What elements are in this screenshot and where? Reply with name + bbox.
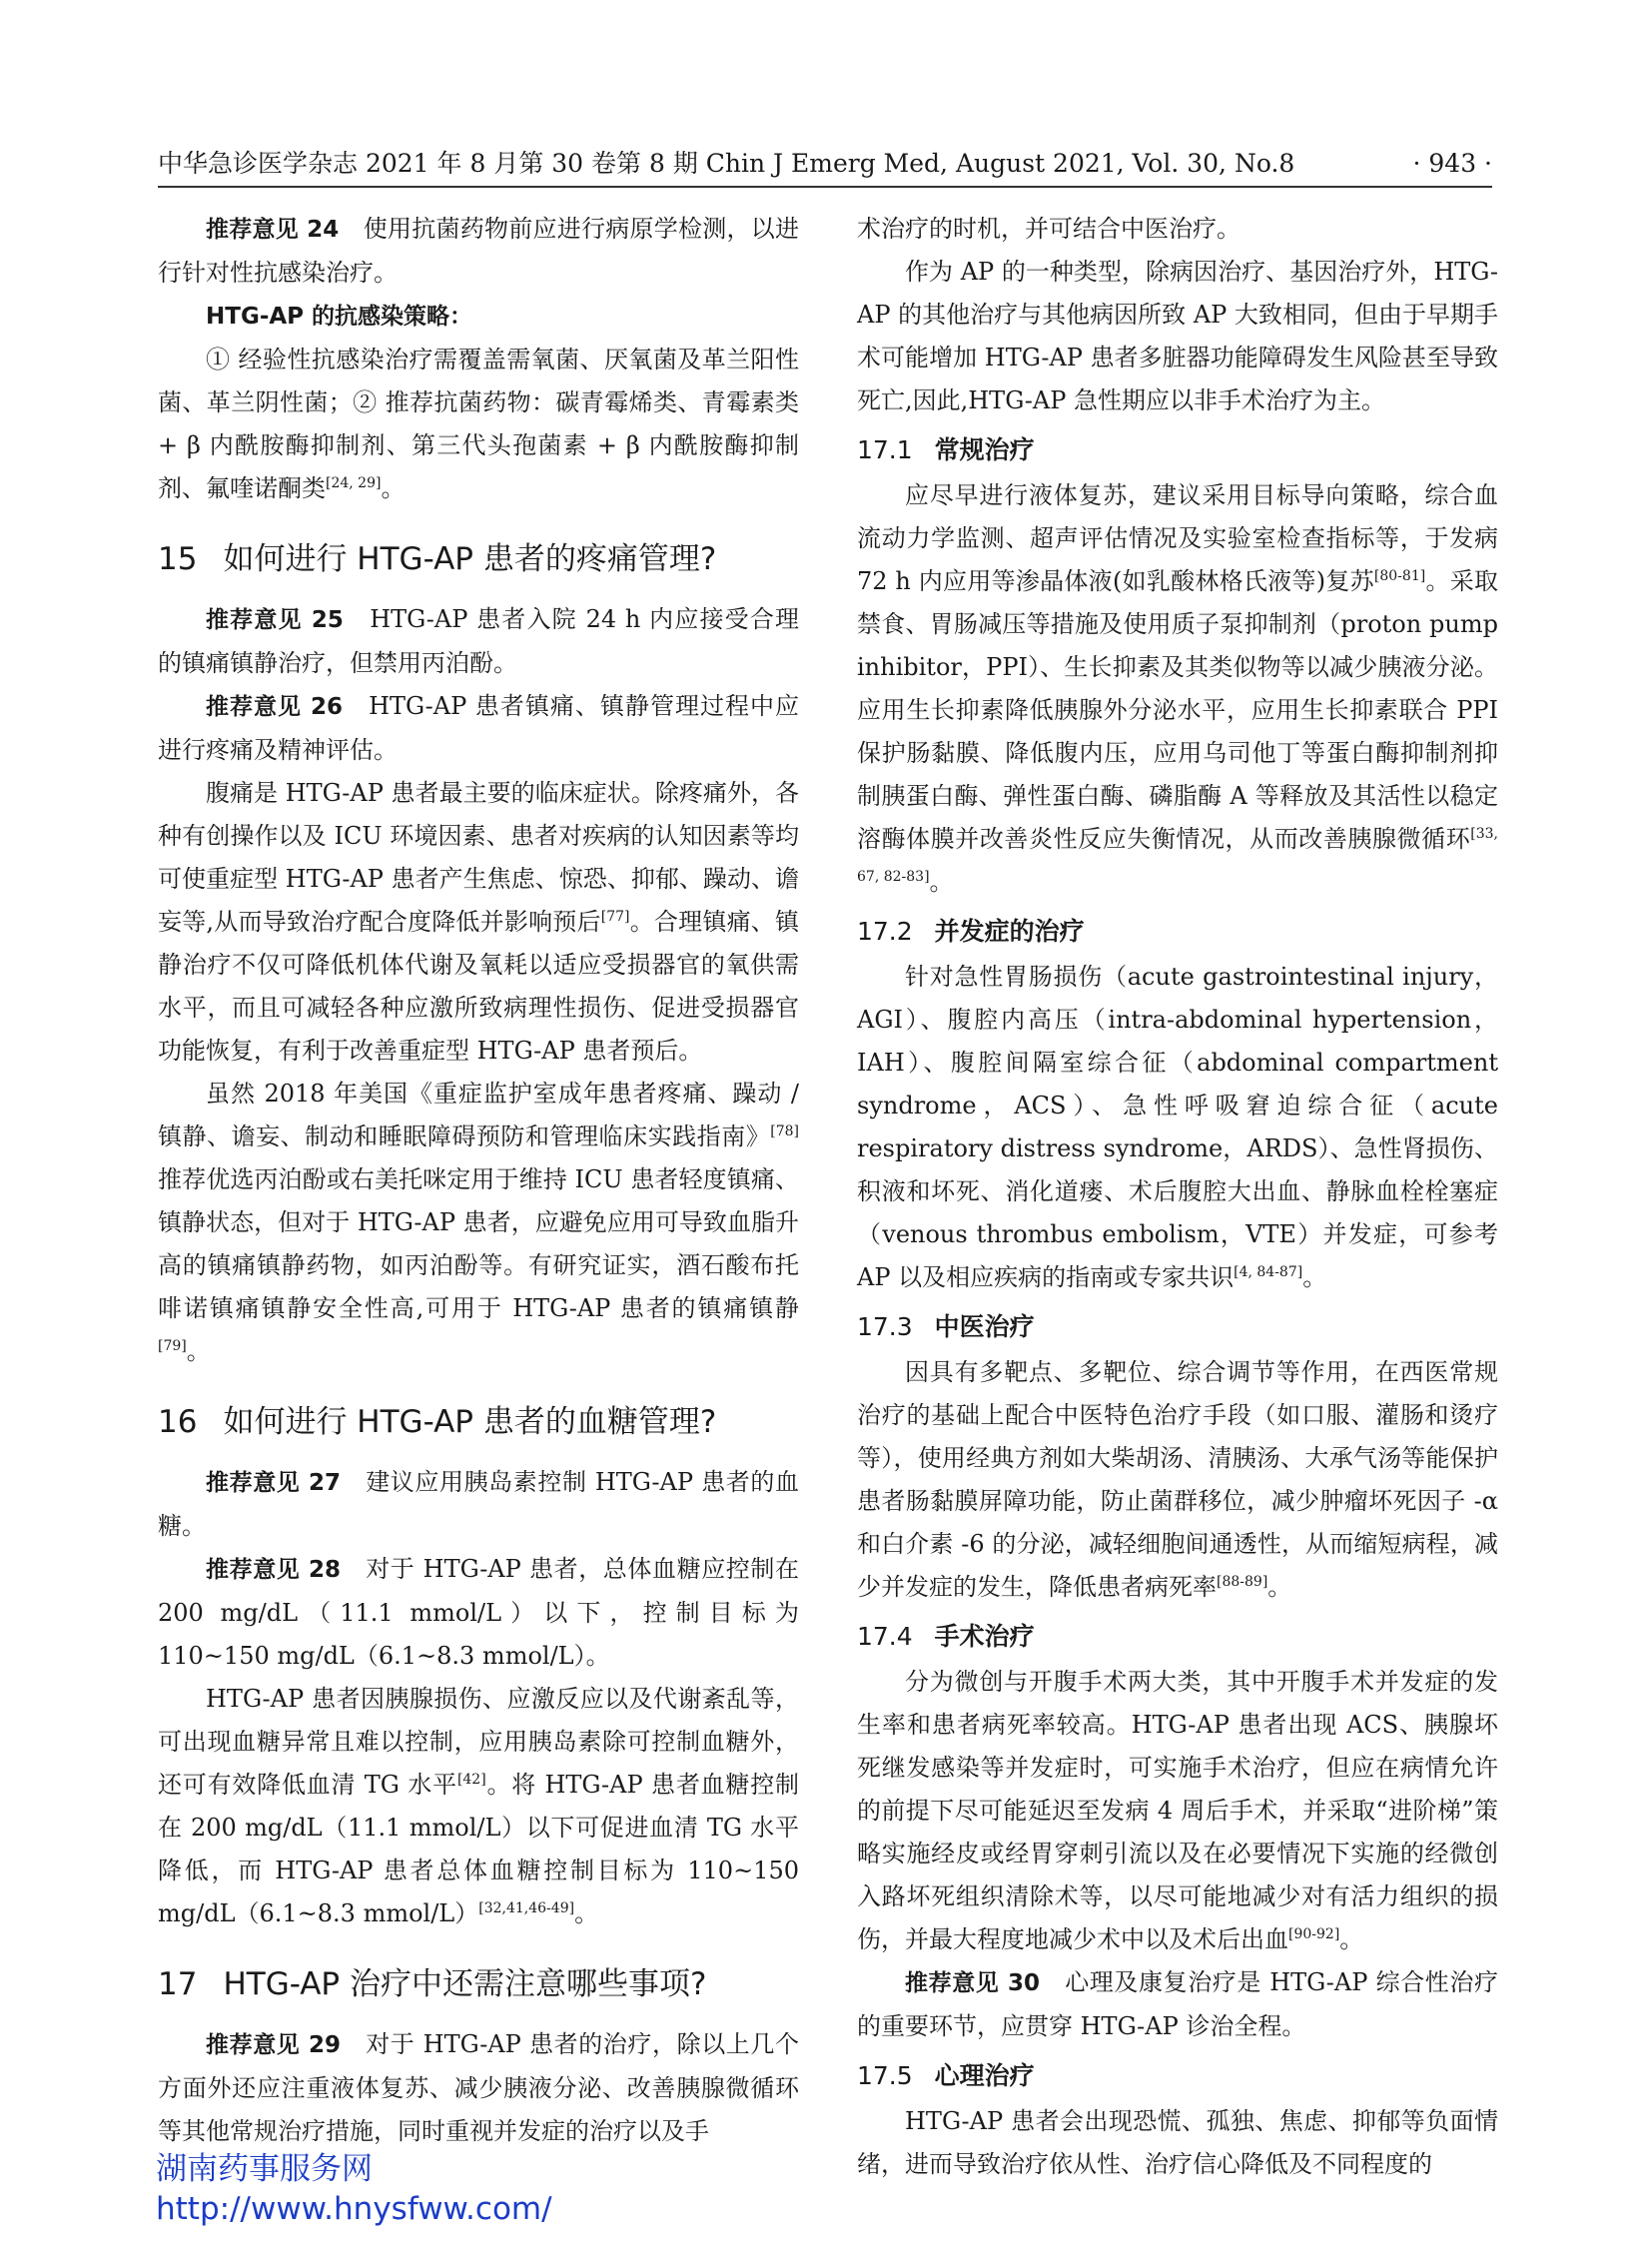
citation: [88-89] [1217, 1574, 1268, 1590]
recommendation-label: 推荐意见 28 [206, 1557, 342, 1583]
citation: [78] [770, 1123, 799, 1139]
section-heading-17: 17 HTG-AP 治疗中还需注意哪些事项? [158, 1966, 707, 2002]
citation: [24, 29] [326, 475, 382, 491]
recommendation-label: 推荐意见 26 [206, 694, 344, 720]
citation: [32,41,46-49] [478, 1900, 575, 1916]
subsection-heading-17-5: 17.5 心理治疗 [857, 2061, 1035, 2090]
paragraph: HTG-AP 患者因胰腺损伤、应激反应以及代谢紊乱等，可出现血糖异常且难以控制，应用胰岛素除可控制血糖外，还可有效降低血清 TG 水平[42]。将 HTG-AP 患者血糖控制在 200 mg/dL（11.1 mmol/L）以下可促进血清 TG 水平降低，而 HTG-AP 患者总体血糖控制目标为 110~150 mg/dL（6.1~8.3 mmol/L）[32,41,46-49]。 [158, 1685, 800, 1927]
recommendation-label: 推荐意见 27 [206, 1470, 342, 1496]
paragraph: 腹痛是 HTG-AP 患者最主要的临床症状。除疼痛外，各种有创操作以及 ICU 环境因素、患者对疾病的认知因素等均可使重症型 HTG-AP 患者产生焦虑、惊恐、抑郁、躁动、谵妄等,从而导致治疗配合度降低并影响预后[77]。合理镇痛、镇静治疗不仅可降低机体代谢及氧耗以适应受损器官的氧供需水平，而且可减轻各种应激所致病理性损伤、促进受损器官功能恢复，有利于改善重症型 HTG-AP 患者预后。 [158, 779, 799, 1065]
recommendation-28: 推荐意见 28 对于 HTG-AP 患者，总体血糖应控制在 200 mg/dL（11.1 mmol/L）以下，控制目标为 110~150 mg/dL（6.1~8.3 mmol/L）。 [158, 1555, 800, 1670]
running-header [158, 144, 1492, 184]
right-column [857, 208, 1498, 2186]
paragraph: 虽然 2018 年美国《重症监护室成年患者疼痛、躁动 / 镇静、谵妄、制动和睡眠障碍预防和管理临床实践指南》[78]推荐优选丙泊酚或右美托咪定用于维持 ICU 患者轻度镇痛、镇静状态，但对于 HTG-AP 患者，应避免应用可导致血脂升高的镇痛镇静药物，如丙泊酚等。有研究证实，酒石酸布托啡诺镇痛镇静安全性高,可用于 HTG-AP 患者的镇痛镇静[79]。 [158, 1080, 799, 1365]
header-divider [158, 186, 1492, 188]
paragraph: 应尽早进行液体复苏，建议采用目标导向策略，综合血流动力学监测、超声评估情况及实验室检查指标等，于发病 72 h 内应用等渗晶体液(如乳酸林格氏液等)复苏[80-81]。采取禁食、胃肠减压等措施及使用质子泵抑制剂（proton pump inhibitor，PPI）、生长抑素及其类似物等以减少胰液分泌。应用生长抑素降低胰腺外分泌水平，应用生长抑素联合 PPI 保护肠黏膜、降低腹内压，应用乌司他丁等蛋白酶抑制剂抑制胰蛋白酶、弹性蛋白酶、磷脂酶 A 等释放及其活性以稳定溶酶体膜并改善炎性反应失衡情况，从而改善胰腺微循环[33, 67, 82-83]。 [857, 481, 1499, 896]
citation: [90-92] [1288, 1926, 1340, 1942]
section-heading-15: 15 如何进行 HTG-AP 患者的疼痛管理? [158, 541, 717, 577]
subsection-heading-17-1: 17.1 常规治疗 [857, 435, 1035, 464]
paragraph: 术治疗的时机，并可结合中医治疗。 [857, 215, 1240, 243]
watermark-footer [156, 2149, 552, 2229]
recommendation-label: 推荐意见 24 [206, 217, 340, 243]
recommendation-label: 推荐意见 29 [206, 2032, 342, 2058]
paragraph: 作为 AP 的一种类型，除病因治疗、基因治疗外，HTG-AP 的其他治疗与其他病因所致 AP 大致相同，但由于早期手术可能增加 HTG-AP 患者多脏器功能障碍发生风险甚至导致死亡,因此,HTG-AP 急性期应以非手术治疗为主。 [857, 258, 1498, 414]
subsection-heading-17-2: 17.2 并发症的治疗 [857, 917, 1085, 946]
subsection-heading-17-4: 17.4 手术治疗 [857, 1622, 1035, 1651]
left-column [158, 208, 799, 2153]
paragraph: 针对急性胃肠损伤（acute gastrointestinal injury，AGI）、腹腔内高压（intra-abdominal hypertension，IAH）、腹腔间隔室综合征（abdominal compartment syndrome，ACS）、急性呼吸窘迫综合征（acute respiratory distress syndrome，ARDS）、急性肾损伤、积液和坏死、消化道瘘、术后腹腔大出血、静脉血栓栓塞症（venous thrombus embolism，VTE）并发症，可参考 AP 以及相应疾病的指南或专家共识[4, 84-87]。 [857, 963, 1498, 1291]
paragraph: 分为微创与开腹手术两大类，其中开腹手术并发症的发生率和患者病死率较高。HTG-AP 患者出现 ACS、胰腺坏死继发感染等并发症时，可实施手术治疗，但应在病情允许的前提下尽可能延迟至发病 4 周后手术，并采取“进阶梯”策略实施经皮或经胃穿刺引流以及在必要情况下实施的经微创入路坏死组织清除术等，以尽可能地减少对有活力组织的损伤，并最大程度地减少术中以及术后出血[90-92]。 [857, 1668, 1498, 1953]
page-number: · 943 · [1412, 149, 1492, 178]
recommendation-25: 推荐意见 25 HTG-AP 患者入院 24 h 内应接受合理的镇痛镇静治疗，但禁用丙泊酚。 [158, 605, 800, 677]
section-heading-16: 16 如何进行 HTG-AP 患者的血糖管理? [158, 1404, 717, 1440]
citation: [80-81] [1373, 568, 1426, 584]
recommendation-29: 推荐意见 29 对于 HTG-AP 患者的治疗，除以上几个方面外还应注重液体复苏、减少胰液分泌、改善胰腺微循环等其他常规治疗措施，同时重视并发症的治疗以及手 [158, 2030, 800, 2145]
paragraph: 因具有多靶点、多靶位、综合调节等作用，在西医常规治疗的基础上配合中医特色治疗手段（如口服、灌肠和烫疗等），使用经典方剂如大柴胡汤、清胰汤、大承气汤等能保护患者肠黏膜屏障功能，防止菌群移位，减少肿瘤坏死因子 -α 和白介素 -6 的分泌，减轻细胞间通透性，从而缩短病程，减少并发症的发生，降低患者病死率[88-89]。 [857, 1358, 1498, 1601]
subsection-heading-17-3: 17.3 中医治疗 [857, 1312, 1035, 1341]
citation: [42] [456, 1772, 486, 1788]
recommendation-30: 推荐意见 30 心理及康复治疗是 HTG-AP 综合性治疗的重要环节，应贯穿 HTG-AP 诊治全程。 [857, 1968, 1499, 2040]
recommendation-label: 推荐意见 25 [206, 607, 344, 633]
paragraph: ① 经验性抗感染治疗需覆盖需氧菌、厌氧菌及革兰阳性菌、革兰阴性菌；② 推荐抗菌药物：碳青霉烯类、青霉素类 + β 内酰胺酶抑制剂、第三代头孢菌素 + β 内酰胺酶抑制剂、氟喹诺酮类[24, 29]。 [158, 346, 799, 502]
recommendation-label: 推荐意见 30 [905, 1970, 1041, 1996]
journal-citation: 中华急诊医学杂志 2021 年 8 月第 30 卷第 8 期 Chin J Emerg Med, August 2021, Vol. 30, No.8 [158, 149, 1295, 178]
recommendation-27: 推荐意见 27 建议应用胰岛素控制 HTG-AP 患者的血糖。 [158, 1468, 800, 1540]
recommendation-26: 推荐意见 26 HTG-AP 患者镇痛、镇静管理过程中应进行疼痛及精神评估。 [158, 692, 800, 764]
site-name: 湖南药事服务网 [156, 2151, 373, 2187]
citation: [79] [158, 1338, 187, 1354]
site-url-link[interactable]: http://www.hnysfww.com/ [156, 2191, 552, 2227]
citation: [33, 67, 82-83] [857, 826, 1498, 885]
citation: [4, 84-87] [1234, 1264, 1303, 1280]
citation: [77] [600, 909, 630, 925]
recommendation-24: 推荐意见 24 使用抗菌药物前应进行病原学检测，以进行针对性抗感染治疗。 [158, 215, 800, 287]
paragraph: HTG-AP 患者会出现恐慌、孤独、焦虑、抑郁等负面情绪，进而导致治疗依从性、治疗信心降低及不同程度的 [857, 2107, 1498, 2178]
strategy-heading: HTG-AP 的抗感染策略： [206, 304, 473, 330]
